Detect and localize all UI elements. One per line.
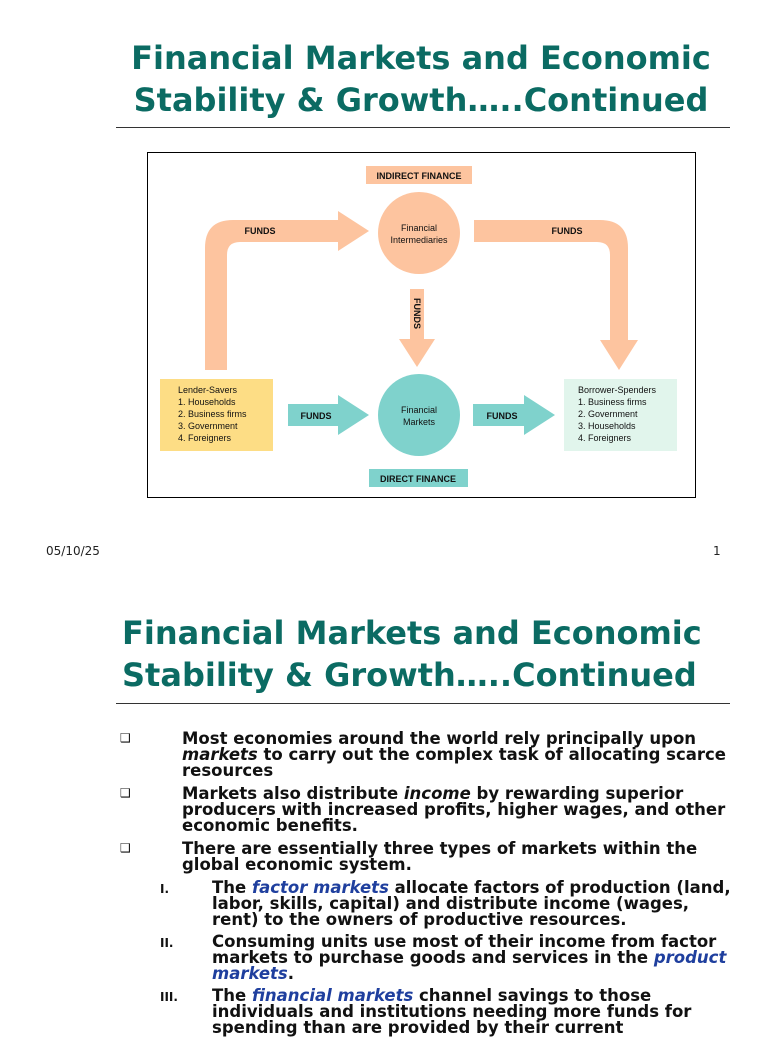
slide-date: 05/10/25 bbox=[46, 544, 100, 558]
slide1-title-rule bbox=[116, 127, 730, 128]
slide1-title-line1: Financial Markets and Economic bbox=[131, 39, 711, 77]
sub-bullet-text: allocate factors of production (land, labor, skills, capital) and distribute income (wages, rent) to the owners of productive resources. bbox=[212, 878, 731, 929]
slide-page-number: 1 bbox=[713, 544, 721, 558]
lender-line: 3. Government bbox=[178, 421, 238, 431]
lender-line: Lender-Savers bbox=[178, 385, 238, 395]
funds-label-direct-left: FUNDS bbox=[300, 411, 332, 421]
bullet-emphasis: markets bbox=[182, 745, 258, 764]
bullet-item bbox=[120, 841, 740, 873]
slide2-title-line1: Financial Markets and Economic bbox=[122, 614, 702, 652]
square-bullet-icon: ❑ bbox=[120, 731, 131, 745]
borrower-line: 2. Government bbox=[578, 409, 638, 419]
bullet-item bbox=[120, 786, 740, 834]
financial-intermediaries-circle bbox=[378, 192, 460, 274]
slide1-title-line2: Stability & Growth…..Continued bbox=[133, 81, 709, 119]
markets-label-line1: Financial bbox=[400, 405, 438, 415]
slide1-title bbox=[115, 37, 727, 121]
lender-line: 2. Business firms bbox=[178, 409, 247, 419]
sub-bullet-highlight: product markets bbox=[212, 948, 727, 983]
slide2-title-line2: Stability & Growth…..Continued bbox=[122, 656, 697, 694]
sub-bullet-item bbox=[120, 880, 740, 928]
slide2-title-rule bbox=[116, 703, 730, 704]
indirect-finance-label: INDIRECT FINANCE bbox=[376, 171, 462, 181]
lender-line: 4. Foreigners bbox=[178, 433, 232, 443]
bullet-emphasis: income bbox=[403, 784, 471, 803]
sub-bullet-text: Consuming units use most of their income from factor markets to purchase goods and services in the bbox=[212, 932, 717, 967]
sub-bullet-text: The bbox=[212, 986, 252, 1005]
intermediaries-label-line1: Financial bbox=[400, 223, 438, 233]
bullet-text: by rewarding superior producers with increased profits, higher wages, and other economic benefits. bbox=[182, 784, 726, 835]
funds-label-right: FUNDS bbox=[551, 226, 583, 236]
funds-label-direct-right: FUNDS bbox=[486, 411, 518, 421]
bullet-item bbox=[120, 731, 740, 779]
square-bullet-icon: ❑ bbox=[120, 841, 131, 855]
bullet-text: There are essentially three types of markets within the global economic system. bbox=[182, 839, 698, 874]
bullet-text: to carry out the complex task of allocating scarce resources bbox=[182, 745, 726, 780]
sub-bullet-text: The bbox=[212, 878, 252, 897]
roman-numeral: II. bbox=[160, 936, 174, 950]
slide2-title bbox=[122, 612, 742, 696]
funds-arrow-lenders-to-intermediaries bbox=[205, 211, 369, 370]
funds-label-vertical: FUNDS bbox=[412, 298, 422, 329]
borrower-line: 1. Business firms bbox=[578, 397, 647, 407]
square-bullet-icon: ❑ bbox=[120, 786, 131, 800]
bullet-text: Markets also distribute bbox=[182, 784, 404, 803]
borrower-line: 3. Households bbox=[578, 421, 636, 431]
borrower-line: Borrower-Spenders bbox=[578, 385, 657, 395]
borrower-line: 4. Foreigners bbox=[578, 433, 632, 443]
sub-bullet-item bbox=[120, 988, 740, 1036]
direct-finance-label: DIRECT FINANCE bbox=[380, 474, 456, 484]
sub-bullet-item bbox=[120, 934, 740, 982]
roman-numeral: III. bbox=[160, 990, 178, 1004]
intermediaries-label-line2: Intermediaries bbox=[390, 235, 448, 245]
markets-label-line2: Markets bbox=[402, 417, 436, 427]
funds-label-left: FUNDS bbox=[244, 226, 276, 236]
financial-markets-circle bbox=[378, 374, 460, 456]
sub-bullet-text: channel savings to those individuals and institutions needing more funds for spending than are provided by their current bbox=[212, 986, 692, 1037]
financial-flow-diagram bbox=[147, 152, 696, 498]
flow-diagram-svg bbox=[148, 153, 694, 496]
roman-numeral: I. bbox=[160, 882, 170, 896]
sub-bullet-text: . bbox=[287, 964, 295, 983]
lender-line: 1. Households bbox=[178, 397, 236, 407]
funds-arrow-intermediaries-to-borrowers bbox=[474, 220, 638, 370]
sub-bullet-highlight: financial markets bbox=[251, 986, 414, 1005]
sub-bullet-highlight: factor markets bbox=[251, 878, 389, 897]
bullet-list bbox=[120, 731, 740, 1042]
bullet-text: Most economies around the world rely principally upon bbox=[182, 729, 697, 748]
